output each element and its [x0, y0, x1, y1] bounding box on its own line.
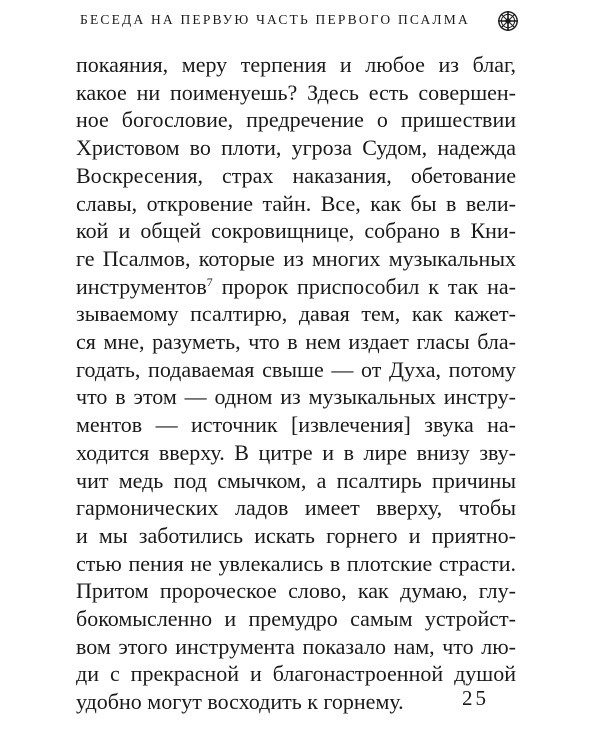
text-line: чит медь под смычком, а псалтирь причины: [76, 467, 516, 493]
text-line: Христовом во плоти, угроза Судом, надежда: [76, 135, 516, 161]
text-line: и мы заботились искать горнего и приятно-: [76, 522, 516, 548]
footnote-marker[interactable]: 7: [206, 274, 213, 289]
text-line-with-footnote: [76, 273, 516, 301]
text-line: славы, откровение тайн. Все, как бы в вели-: [76, 190, 516, 216]
text-line: ся мне, разуметь, что в нем издает гласы бла-: [76, 329, 516, 355]
text-line: ходится вверху. В цитре и в лире внизу зву-: [76, 439, 516, 465]
text-line: вом этого инструмента показало нам, что лю-: [76, 633, 516, 659]
text-line: ментов — источник [извлечения] звука на-: [76, 412, 516, 438]
text-line: Воскресения, страх наказания, обетование: [76, 162, 516, 188]
text-line: зываемому псалтирю, давая тем, как кажет-: [76, 301, 516, 327]
text-line: какое ни поименуешь? Здесь есть совершен-: [76, 79, 516, 105]
text-line: стью пения не увлекались в плотские страсти.: [76, 550, 516, 576]
main-text: [76, 51, 516, 716]
text-line: годать, подаваемая свыше — от Духа, потому: [76, 356, 516, 382]
text-line: гармонических ладов имеет вверху, чтобы: [76, 495, 516, 521]
text-fragment: инструментов: [76, 273, 207, 299]
text-line: ди с прекрасной и благонастроенной душой: [76, 661, 516, 687]
text-line: бокомысленно и премудро самым устройст-: [76, 606, 516, 632]
text-line: Притом пророческое слово, как думаю, глу-: [76, 578, 516, 604]
text-line-last: удобно могут восходить к горнему.: [76, 689, 404, 715]
celtic-knot-ornament-icon: [497, 10, 519, 32]
text-line: покаяния, меру терпения и любое из благ,: [76, 52, 516, 77]
text-fragment: пророк приспособил к так на-: [212, 273, 516, 299]
text-line: кой и общей сокровищнице, собрано в Кни-: [76, 218, 516, 244]
text-line: что в этом — одном из музыкальных инстру-: [76, 384, 516, 410]
page-number: 25: [462, 686, 489, 710]
text-line: ное богословие, предречение о пришествии: [76, 107, 516, 133]
running-head-title: БЕСЕДА НА ПЕРВУЮ ЧАСТЬ ПЕРВОГО ПСАЛМА: [80, 12, 470, 27]
text-line: ге Псалмов, которые из многих музыкальных: [76, 245, 516, 271]
